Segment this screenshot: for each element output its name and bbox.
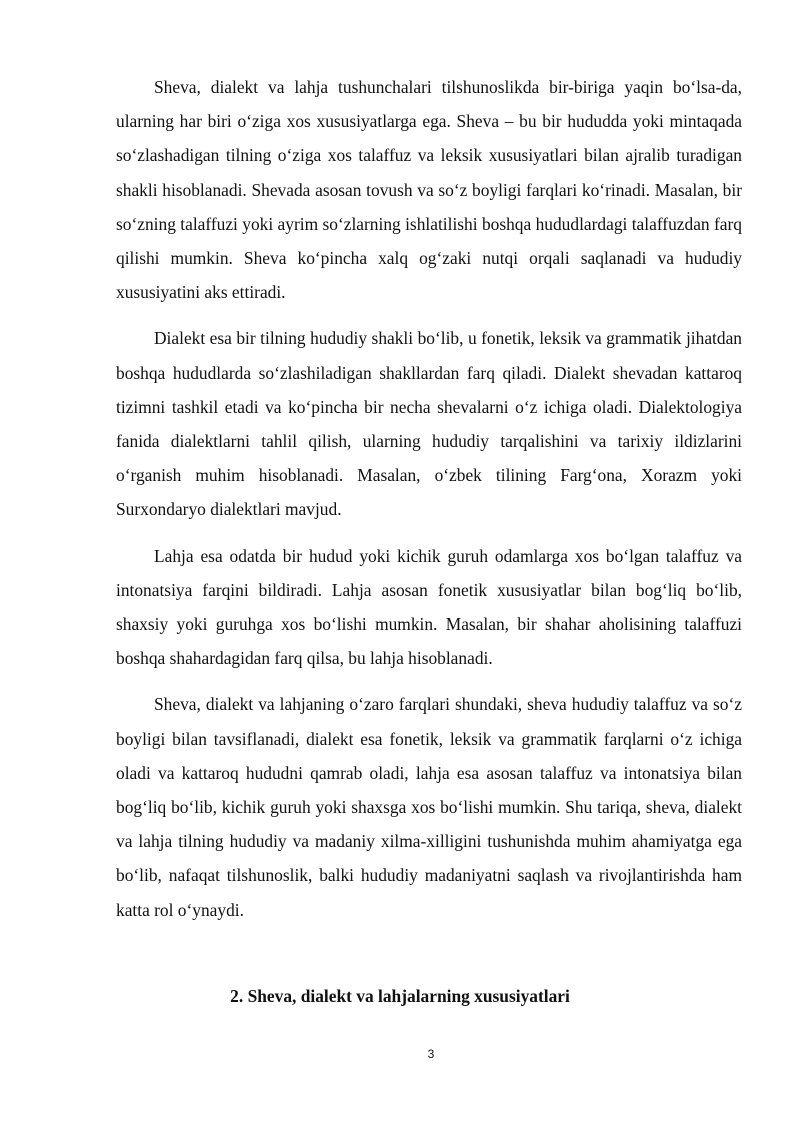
paragraph-4: Sheva, dialekt va lahjaning o‘zaro farqlari shundaki, sheva hududiy talaffuz va so‘z boyligi bilan tavsiflanadi, dialekt esa fonetik, leksik va grammatik farqlarni o‘z ichiga oladi va kattaroq hududni qamrab oladi, lahja esa asosan talaffuz va intonatsiya bilan bog‘liq bo‘lib, kichik guruh yoki shaxsga xos bo‘lishi mumkin. Shu tariqa, sheva, dialekt va lahja tilning hududiy va madaniy xilma-xilligini tushunishda muhim ahamiyatga ega bo‘lib, nafaqat tilshunoslik, balki hududiy madaniyatni saqlash va rivojlantirishda ham katta rol o‘ynaydi. (116, 694, 742, 920)
page-number: 3 (427, 1047, 435, 1061)
section-heading: 2. Sheva, dialekt va lahjalarning xususiyatlari (230, 986, 570, 1006)
paragraph-1: Sheva, dialekt va lahja tushunchalari tilshunoslikda bir-biriga yaqin bo‘lsa-da, ularning har biri o‘ziga xos xususiyatlarga ega. Sheva – bu bir hududda yoki mintaqada so‘zlashadigan tilning o‘ziga xos talaffuz va leksik xususiyatlari bilan ajralib turadigan shakli hisoblanadi. Shevada asosan tovush va so‘z boyligi farqlari ko‘rinadi. Masalan, bir so‘zning talaffuzi yoki ayrim so‘zlarning ishlatilishi boshqa hududlardagi talaffuzdan farq qilishi mumkin. Sheva ko‘pincha xalq og‘zaki nutqi orqali saqlanadi va hududiy xususiyatini aks ettiradi. (116, 77, 742, 303)
paragraph-3: Lahja esa odatda bir hudud yoki kichik guruh odamlarga xos bo‘lgan talaffuz va intonatsiya farqini bildiradi. Lahja asosan fonetik xususiyatlar bilan bog‘liq bo‘lib, shaxsiy yoki guruhga xos bo‘lishi mumkin. Masalan, bir shahar aholisining talaffuzi boshqa shahardagidan farq qilsa, bu lahja hisoblanadi. (116, 545, 742, 669)
paragraph-2: Dialekt esa bir tilning hududiy shakli bo‘lib, u fonetik, leksik va grammatik jihatdan boshqa hududlarda so‘zlashiladigan shakllardan farq qiladi. Dialekt shevadan kattaroq tizimni tashkil etadi va ko‘pincha bir necha shevalarni o‘z ichiga oladi. Dialektologiya fanida dialektlarni tahlil qilish, ularning hududiy tarqalishini va tarixiy ildizlarini o‘rganish muhim hisoblanadi. Masalan, o‘zbek tilining Farg‘ona, Xorazm yoki Surxondaryo dialektlari mavjud. (116, 328, 742, 520)
body-text (116, 70, 742, 939)
